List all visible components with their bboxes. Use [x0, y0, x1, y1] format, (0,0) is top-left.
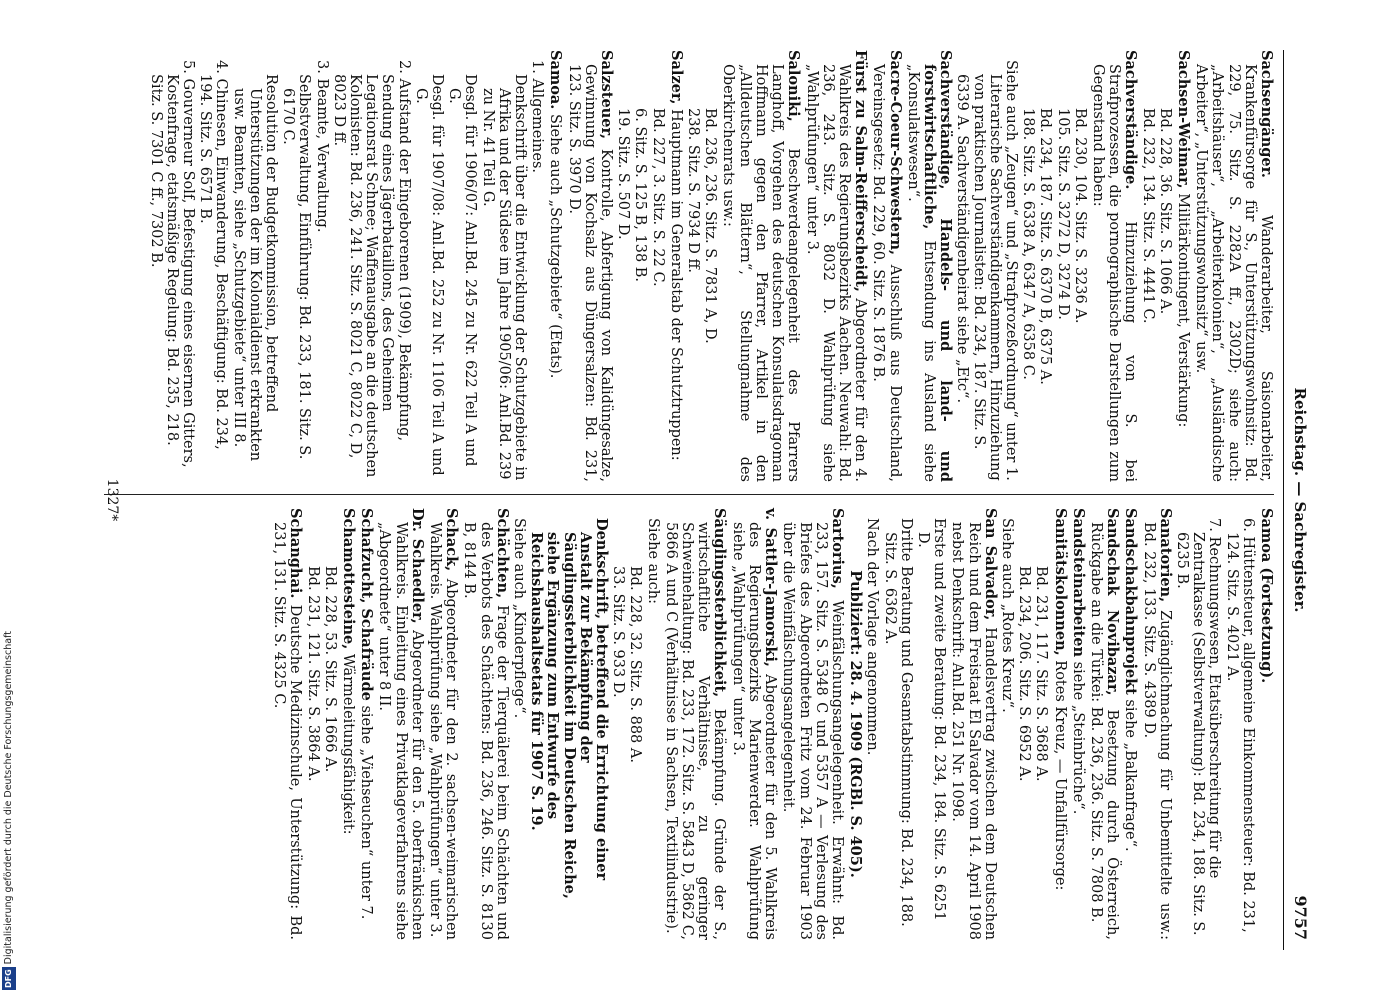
entry-schamottesteine: Schamottesteine, Wärmeleitungsfähigkeit: [340, 508, 358, 835]
ref-line: Bd. 228, 32. Sitz. S. 888 A. [627, 566, 644, 763]
subsection-heading: 4. Chinesen, Einwanderung, Beschäftigung: Bd. 234, 194. Sitz. S. 6571 B. [197, 60, 230, 450]
subsection-heading: 5. Gouverneur Solf, Befestigung eines eisernen Gitters, Kostenfrage, etatsmäßige Regelung: Bd. 235, 218. Sitz. S. 7301 C ff., 7302 B. [147, 60, 196, 468]
entry-schaedler: Dr. Schaedler, Abgeordneter für den 5. oberfränkischen Wahlkreis. Einleitung eines Privatklageverfahrens siehe „Abgeordnete“ unter 8 II. [376, 508, 426, 941]
ref-line: 6. Sitz. S. 125 B, 138 B. [632, 108, 649, 283]
entry-schack: Schack, Abgeordneter für den 2. sachsen-weimarischen Wahlkreis. Wahlprüfung siehe „Wahlprüfungen“ unter 3. [427, 508, 461, 940]
ref-line: Bd. 236, 236. Sitz. S. 7831 A, D. [702, 108, 719, 344]
ref-line: Bd. 228, 36. Sitz. S. 1066 A. [1156, 108, 1173, 315]
sub-entry: Dritte Beratung und Gesamtabstimmung: Bd. 234, 188. Sitz. S. 6362 A. [881, 518, 914, 927]
ref-line: Bd. 228, 53. Sitz. S. 1666 A. [321, 566, 338, 773]
entry-san-salvador: San Salvador, Handelsvertrag zwischen dem Deutschen Reich und dem Freistaat El Salvador vom 14. April 1908 nebst Denkschrift: Anl.Bd. 251 Nr. 1098. [949, 508, 999, 940]
ref-line: Bd. 231, 121. Sitz. S. 3864 A. [304, 566, 321, 782]
ref-line: Bd. 227, 3. Sitz. S. 22 C. [649, 108, 666, 287]
entry-schanghai: Schanghai. Deutsche Medizinschule, Unterstützung: Bd. 231, 131. Sitz. S. 4325 C. [271, 508, 305, 941]
ref-line: 19. Sitz. S. 507 D. [615, 108, 632, 240]
subsection-heading: 3. Beamte, Verwaltung. [313, 60, 330, 233]
subsection-heading: 1. Allgemeines. [529, 60, 546, 173]
see-also: Siehe auch „Kinderpflege“. [511, 518, 528, 719]
sub-entry: Nach der Vorlage angenommen. [864, 518, 881, 756]
entry-sandsteinarbeiten: Sandsteinarbeiten siehe „Steinbrüche“. [1069, 508, 1087, 815]
entry-sandschak-novibazar: Sandschak Novibazar, Besetzung durch Österreich, Rückgabe an die Türkei: Bd. 236, 236. Sitz. S. 7808 B. [1087, 508, 1122, 941]
entry-sattler-jamorski: v. Sattler-Jamorski, Abgeordneter für den 5. Wahlkreis des Regierungsbezirks Marienwerder. Wahlprüfung siehe „Wahlprüfungen“ unter 3. [729, 508, 780, 940]
see-also: Siehe auch: [644, 518, 661, 605]
ref-line: 105. Sitz. S. 3272 D, 3274 D. [1054, 108, 1071, 320]
ref-line: 188. Sitz. S. 6338 A, 6347 A, 6358 C. [1020, 108, 1037, 380]
page-title: Reichstag. — Sachregister. [1291, 387, 1309, 613]
sub-entry: Resolution der Budgetkommission, betreffend Unterstützungen der im Kolonialdienst erkrankten usw. Beamten, siehe „Schutzgebiete“ unter III 8. [230, 74, 280, 462]
sub-entry: Denkschrift über die Entwicklung der Schutzgebiete in Afrika und der Südsee im Jahre 1905/06: Anl.Bd. 239 zu Nr. 41 Teil G. [479, 74, 529, 481]
sub-entry: Erste und zweite Beratung: Bd. 234, 184. Sitz. S. 6251 D. [914, 518, 948, 921]
entry-salzsteuer: Salzsteuer, Kontrolle, Abfertigung von Kalidüngesalze, Gewinnung von Kochsalz aus Düngersalzen: Bd. 231, 123. Sitz. S. 3970 D. [565, 50, 616, 482]
entry-samoa-continued: Samoa (Fortsetzung). [1258, 508, 1275, 684]
ref-line: Bd. 234, 206. Sitz. S. 6952 A. [1016, 566, 1033, 782]
see-also: Siehe auch „Zeugen“ und „Strafprozeßordnung“ unter 1. Literarische Sachverständigenkammern, Hinzuziehung von praktischen Journalisten: Bd. 234, 187. Sitz. S. 6339 A. Sachverständigenbeirat siehe „Etc“. [954, 60, 1019, 481]
entry-sanitaetskolonnen: Sanitätskolonnen, Rotes Kreuz, — Unfallfürsorge: [1051, 508, 1069, 891]
page-content [90, 50, 1310, 950]
entry-sachverstaendige-handel: Sachverständige, Handels- und land- und forstwirtschaftliche, Entsendung ins Ausland siehe „Konsulatswesen“. [904, 50, 955, 482]
entry-sartorius: Sartorius, Weinfälschungsangelegenheit. Erwähnt: Bd. 233, 157. Sitz. S. 5348 C und 5357 A — Verlesung des Briefes des Abgeordneten Fritz vom 24. Februar 1903 über die Weinfälschungsangelegenheit. [780, 508, 846, 940]
subsection-heading: 2. Aufstand der Eingeborenen (1909), Bekämpfung, Sendung eines Jägerbataillons, des Geheimen Legationsrat Schnee; Waffenausgabe an die deutschen Kolonisten: Bd. 236, 241. Sitz. S. 8021 C, 8022 C, D, 8023 D ff. [330, 60, 412, 478]
dfg-credit: Digitalisierung gefördert durch die Deutsche Forschungsgemeinschaft [3, 631, 14, 965]
ref-line: 33. Sitz. S. 933 D. [610, 566, 627, 698]
dfg-footer [0, 0, 20, 1000]
sub-entry: 6. Hüttensteuer, allgemeine Einkommensteuer: Bd. 231, 124. Sitz. S. 4021 A. [1223, 518, 1256, 933]
entry-sachsengaenger: Sachsengänger. Wanderarbeiter, Saisonarbeiter, Krankenfürsorge für S., Unterstützungswohnsitz: Bd. 229, 75. Sitz. S. 2282A ff., 2302D; siehe auch: „Arbeitshäuser“, „Arbeiterkolonien“, „Ausländische Arbeiter“, „Unterstützungswohnsitz“ usw. [1193, 50, 1275, 483]
sub-entry: Desgl. für 1907/08: Anl.Bd. 252 zu Nr. 1106 Teil A und G. [412, 74, 446, 476]
sub-entry: Desgl. für 1906/07: Anl.Bd. 245 zu Nr. 622 Teil A und G. [446, 74, 479, 467]
see-also: Siehe auch „Rotes Kreuz“. [998, 518, 1015, 713]
entry-schafzucht: Schafzucht, Schafräude siehe „Viehseuchen“ unter 7. [358, 508, 376, 920]
left-column [146, 50, 1274, 482]
page-number: 9757 [1291, 895, 1310, 940]
column-divider [104, 494, 1274, 495]
entry-salm-reifferscheidt: Fürst zu Salm-Reifferscheidt, Abgeordneter für den 4. Wahlkreis des Regierungsbezirks Aachen. Neuwahl: Bd. 236, 243. Sitz. S. 8032 D. Wahlprüfung siehe „Wahlprüfungen“ unter 3. [803, 50, 870, 482]
entry-sachsen-weimar: Sachsen-Weimar, Militärkontingent, Verstärkung: [1174, 50, 1192, 428]
ref-line: Bd. 232, 134. Sitz. S. 4441 C. [1139, 108, 1156, 324]
entry-salzer: Salzer, Hauptmann im Generalstab der Schutztruppen: [667, 50, 685, 461]
publication-note: Publiziert: 28. 4. 1909 (RGBl. S. 405). [847, 570, 865, 878]
dfg-logo: DFG [2, 967, 16, 990]
ref-line: Bd. 234, 187. Sitz. S. 6370 B, 6375 A. [1037, 108, 1054, 385]
right-column [269, 508, 1274, 940]
ref-line: 238. Sitz. S. 7934 D ff. [685, 108, 702, 273]
ref-line: Bd. 231, 117. Sitz. S. 3688 A. [1033, 566, 1050, 782]
sub-entry: 7. Rechnungswesen, Etatsüberschreitung für die Zentralkasse (Selbstverwaltung): Bd. 234, 188. Sitz. S. 6235 B. [1173, 518, 1223, 936]
entry-saeuglingssterblichkeit: Säuglingssterblichkeit, Bekämpfung. Gründe der S., wirtschaftliche Verhältnisse, zu geringer Schweinehaltung: Bd. 233, 172. Sitz. S. 5843 D, 5862 C, 5866 A und C (Verhältnisse in Sachsen, Textilindustrie). [662, 508, 729, 940]
entry-schaechten: Schächten, Frage der Tierquälerei beim Schächten und des Verbots des Schächtens: Bd. 236, 246. Sitz. S. 8130 B, 8144 B. [461, 508, 511, 941]
sub-entry: Denkschrift, betreffend die Errichtung einer Anstalt zur Bekämpfung der Säuglingssterblichkeit im Deutschen Reiche, siehe Ergänzung zum Entwurfe des Reichshaushaltsetats für 1907 S. 19. [528, 518, 611, 899]
entry-sacre-coeur: Sacre-Coeur-Schwestern, Ausschluß aus Deutschland, Vereinsgesetz: Bd. 229, 60. Sitz. S. 1876 B. [870, 50, 904, 482]
sub-entry: Selbstverwaltung, Einführung: Bd. 233, 181. Sitz. S. 6170 C. [280, 74, 313, 460]
page-header [1283, 50, 1310, 950]
entry-samoa: Samoa. Siehe auch „Schutzgebiete“ (Etats). [547, 50, 565, 379]
ref-line: Bd. 230, 104. Sitz. S. 3236 A. [1071, 108, 1088, 324]
page-footer-number: 1327* [104, 478, 120, 522]
entry-saloniki: Saloniki, Beschwerdeangelegenheit des Pfarrers Langhoff, Vorgehen des deutschen Konsulatsdragoman Hoffmann gegen den Pfarrer, Artikel in den „Alldeutschen Blättern“, Stellungnahme des Oberkirchenrats usw.: [720, 50, 803, 482]
entry-sandschakbahn: Sandschakbahnprojekt siehe „Balkanfrage“. [1122, 508, 1140, 852]
scanned-page [90, 50, 1310, 950]
entry-sachverstaendige: Sachverständige. Hinzuziehung von S. bei Strafprozessen, die pornographische Darstellungen zum Gegenstand haben: [1089, 50, 1140, 482]
entry-sanatorien: Sanatorien, Zugänglichmachung für Unbemittelte usw.: Bd. 232, 133. Sitz. S. 4389 D. [1140, 508, 1174, 941]
